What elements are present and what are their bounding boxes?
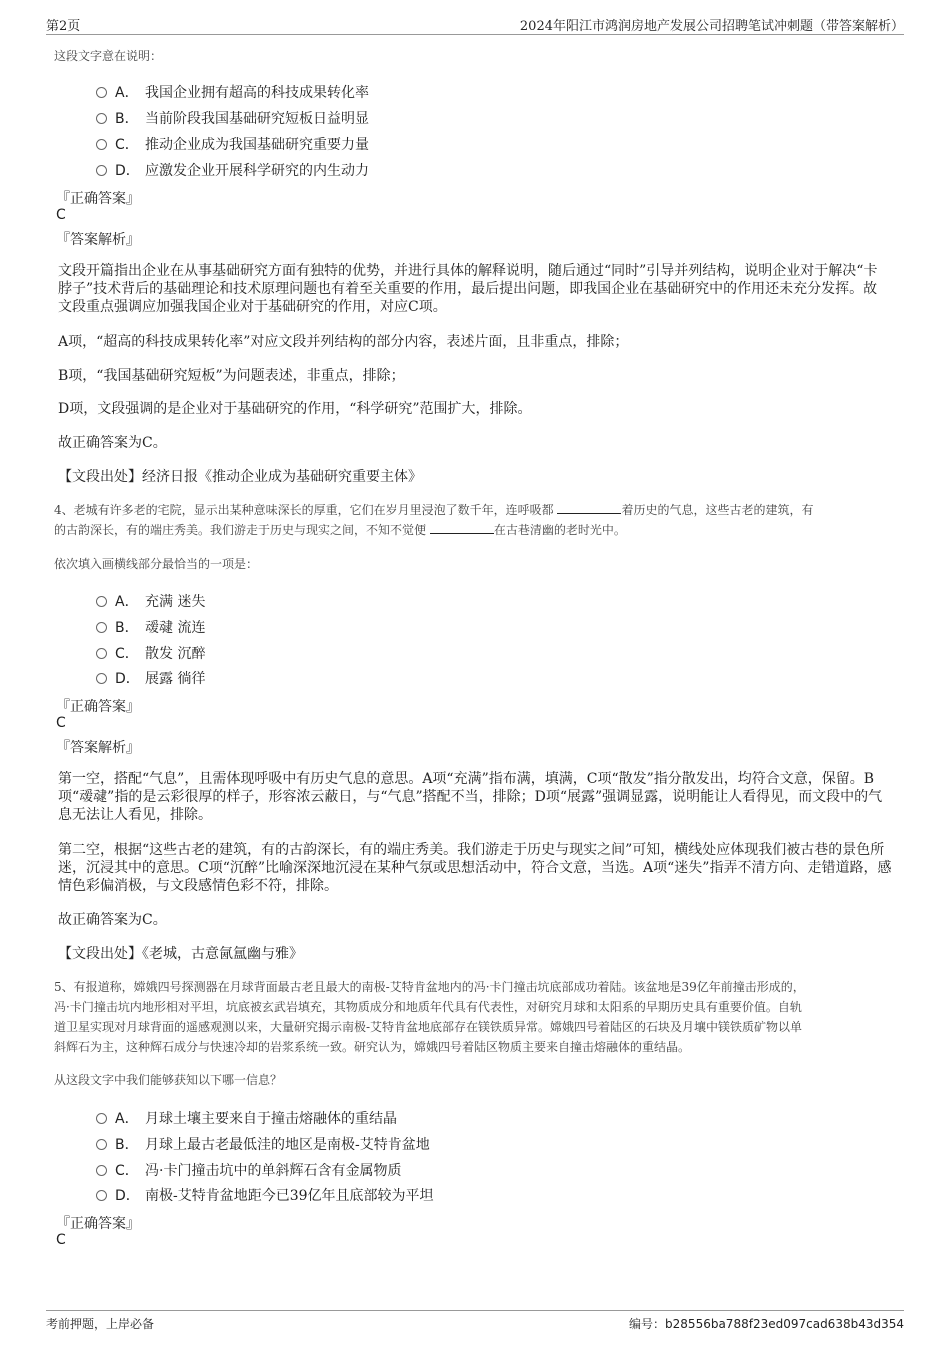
q3-analysis-para-4: D项，文段强调的是企业对于基础研究的作用，“科学研究”范围扩大，排除。 bbox=[58, 401, 532, 417]
document-title: 2024年阳江市鸿润房地产发展公司招聘笔试冲刺题（带答案解析） bbox=[519, 19, 904, 34]
q4-stem: 4、老城有许多老的宅院，显示出某种意味深长的厚重，它们在岁月里浸泡了数千年，连呼吸都 着历史的气息，这些古老的建筑，有 的古韵深长，有的端庄秀美。我们游走于历史与现实之间，不知不觉便 在古巷清幽的老时光中。 bbox=[54, 503, 814, 537]
q5-prompt: 从这段文字中我们能够获知以下哪一信息？ bbox=[54, 1073, 283, 1087]
q5-stem: 5、有报道称，嫦娥四号探测器在月球背面最古老且最大的南极-艾特肯盆地内的冯·卡门撞击坑底部成功着陆。该盆地是39亿年前撞击形成的， 冯·卡门撞击坑内地形相对平坦，坑底被玄武岩填充，其物质成分和地质年代具有代表性，对研究月球和太阳系的早期历史具有重要价值。自轨 道卫星实现对月球背面的遥感观测以来，大量研究揭示南极-艾特肯盆地底部存在镁铁质异常。嫦娥四号着陆区的石块及月壤中镁铁质矿物以单 斜辉石为主，这种辉石成分与快速冷却的岩浆系统一致。研究认为，嫦娥四号着陆区物质主要来自撞击熔融体的重结晶。 bbox=[54, 980, 805, 1054]
q3-prompt: 这段文字意在说明： bbox=[54, 49, 163, 63]
q4-analysis-para-3: 故正确答案为C。 bbox=[58, 912, 167, 928]
q4-answer: C bbox=[56, 715, 66, 731]
q3-analysis-para-1: 文段开篇指出企业在从事基础研究方面有独特的优势，并进行具体的解释说明，随后通过“同时”引导并列结构，说明企业对于解决“卡脖子”技术背后的基础理论和技术原理问题也有着至关重要的作用，最后提出问题，即我国企业在基础研究中的作用还未充分发挥。故文段重点强调应加强我国企业对于基础研究的作用，对应C项。 bbox=[58, 263, 878, 315]
q5-option-a[interactable]: A． 月球土壤主要来自于撞击熔融体的重结晶 bbox=[96, 1108, 397, 1128]
radio-icon[interactable] bbox=[96, 622, 107, 633]
q4-analysis-para-1: 第一空，搭配“气息”，且需体现呼吸中有历史气息的意思。A项“充满”指布满，填满，C项“散发”指分散发出，均符合文意，保留。B项“叆叇”指的是云彩很厚的样子，形容浓云蔽日，与“气息”搭配不当，排除；D项“展露”强调显露，说明能让人看得见，而文段中的气息无法让人看见，排除。 bbox=[58, 771, 883, 823]
radio-icon[interactable] bbox=[96, 87, 107, 98]
radio-icon[interactable] bbox=[96, 139, 107, 150]
q3-option-c[interactable]: C． 推动企业成为我国基础研究重要力量 bbox=[96, 134, 369, 154]
q3-option-a[interactable]: A． 我国企业拥有超高的科技成果转化率 bbox=[96, 82, 369, 102]
q3-option-b[interactable]: B． 当前阶段我国基础研究短板日益明显 bbox=[96, 108, 369, 128]
radio-icon[interactable] bbox=[96, 165, 107, 176]
q3-answer-label: 『正确答案』 bbox=[56, 191, 140, 207]
q3-option-d[interactable]: D． 应激发企业开展科学研究的内生动力 bbox=[96, 160, 369, 180]
radio-icon[interactable] bbox=[96, 596, 107, 607]
q4-analysis-label: 『答案解析』 bbox=[56, 740, 140, 756]
radio-icon[interactable] bbox=[96, 1139, 107, 1150]
page-number: 第2页 bbox=[46, 19, 81, 34]
q4-option-a[interactable]: A． 充满 迷失 bbox=[96, 591, 205, 611]
footer-slogan: 考前押题，上岸必备 bbox=[46, 1317, 155, 1331]
q4-answer-label: 『正确答案』 bbox=[56, 699, 140, 715]
q3-analysis-para-5: 故正确答案为C。 bbox=[58, 435, 167, 451]
page-header bbox=[46, 14, 904, 35]
radio-icon[interactable] bbox=[96, 1190, 107, 1201]
q5-answer: C bbox=[56, 1232, 66, 1248]
radio-icon[interactable] bbox=[96, 648, 107, 659]
q4-source: 【文段出处】《老城，古意氤氲幽与雅》 bbox=[58, 946, 303, 962]
q3-source: 【文段出处】经济日报《推动企业成为基础研究重要主体》 bbox=[58, 469, 422, 485]
q4-blank-1[interactable] bbox=[557, 501, 621, 514]
q4-analysis-para-2: 第二空，根据“这些古老的建筑，有的古韵深长，有的端庄秀美。我们游走于历史与现实之间”可知，横线处应体现我们被古巷的景色所迷，沉浸其中的意思。C项“沉醉”比喻深深地沉浸在某种气氛或思想活动中，符合文意，当选。A项“迷失”指弄不清方向、走错道路，感情色彩偏消极，与文段感情色彩不符，排除。 bbox=[58, 842, 892, 894]
q4-option-b[interactable]: B． 叆叇 流连 bbox=[96, 617, 205, 637]
q3-analysis-para-3: B项，“我国基础研究短板”为问题表述，非重点，排除； bbox=[58, 368, 405, 384]
q4-option-d[interactable]: D． 展露 徜徉 bbox=[96, 668, 205, 688]
document-code: 编号：b28556ba788f23ed097cad638b43d354 bbox=[629, 1317, 904, 1331]
q5-option-b[interactable]: B． 月球上最古老最低洼的地区是南极-艾特肯盆地 bbox=[96, 1134, 430, 1154]
q3-analysis-label: 『答案解析』 bbox=[56, 232, 140, 248]
page-footer bbox=[46, 1310, 904, 1333]
radio-icon[interactable] bbox=[96, 673, 107, 684]
q4-prompt: 依次填入画横线部分最恰当的一项是： bbox=[54, 557, 259, 571]
q5-answer-label: 『正确答案』 bbox=[56, 1216, 140, 1232]
q5-option-c[interactable]: C． 冯·卡门撞击坑中的单斜辉石含有金属物质 bbox=[96, 1160, 401, 1180]
q3-answer: C bbox=[56, 207, 66, 223]
q5-option-d[interactable]: D． 南极-艾特肯盆地距今已39亿年且底部较为平坦 bbox=[96, 1185, 434, 1205]
q4-blank-2[interactable] bbox=[430, 521, 494, 534]
q4-option-c[interactable]: C． 散发 沉醉 bbox=[96, 643, 205, 663]
radio-icon[interactable] bbox=[96, 1165, 107, 1176]
radio-icon[interactable] bbox=[96, 113, 107, 124]
radio-icon[interactable] bbox=[96, 1113, 107, 1124]
q3-analysis-para-2: A项，“超高的科技成果转化率”对应文段并列结构的部分内容，表述片面，且非重点，排除； bbox=[58, 334, 629, 350]
